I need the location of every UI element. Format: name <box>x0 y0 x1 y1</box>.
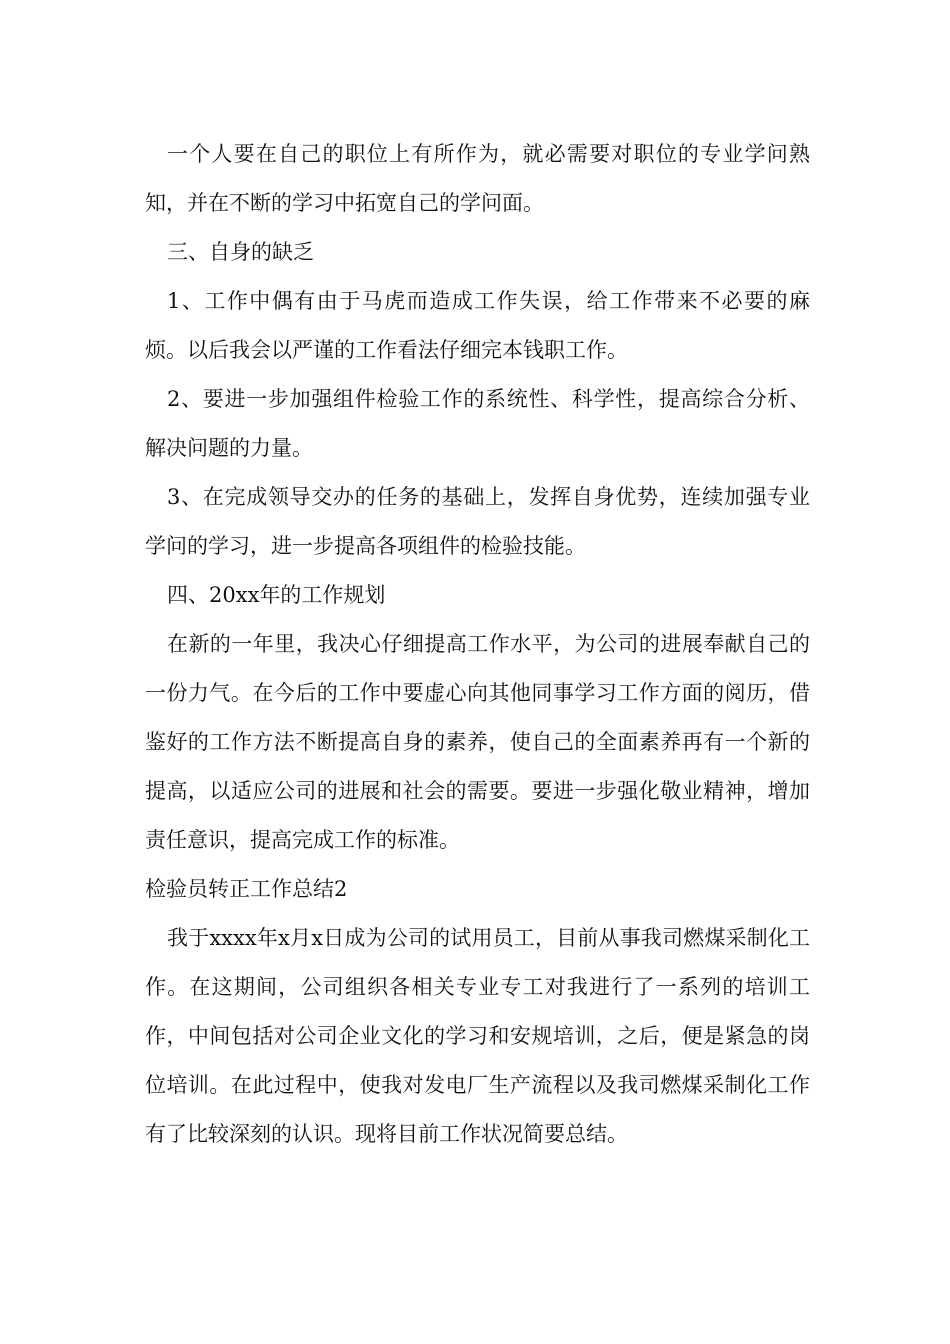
paragraph-shortcoming-2: 2、要进一步加强组件检验工作的系统性、科学性，提高综合分析、解决问题的力量。 <box>145 387 810 460</box>
section-heading-work-plan: 四、20xx年的工作规划 <box>167 583 386 607</box>
document-subtitle-summary-2: 检验员转正工作总结2 <box>145 877 348 901</box>
document-body <box>145 130 810 1159</box>
paragraph-work-plan: 在新的一年里，我决心仔细提高工作水平，为公司的进展奉献自己的一份力气。在今后的工作中要虚心向其他同事学习工作方面的阅历，借鉴好的工作方法不断提高自身的素养，使自己的全面素养再有一个新的提高，以适应公司的进展和社会的需要。要进一步强化敬业精神，增加责任意识，提高完成工作的标准。 <box>145 632 810 852</box>
paragraph-shortcoming-1: 1、工作中偶有由于马虎而造成工作失误，给工作带来不必要的麻烦。以后我会以严谨的工作看法仔细完本钱职工作。 <box>145 289 810 362</box>
paragraph-professional-knowledge: 一个人要在自己的职位上有所作为，就必需要对职位的专业学问熟知，并在不断的学习中拓宽自己的学问面。 <box>145 142 810 215</box>
paragraph-introduction: 我于xxxx年x月x日成为公司的试用员工，目前从事我司燃煤采制化工作。在这期间，公司组织各相关专业专工对我进行了一系列的培训工作，中间包括对公司企业文化的学习和安规培训，之后，便是紧急的岗位培训。在此过程中，使我对发电厂生产流程以及我司燃煤采制化工作有了比较深刻的认识。现将目前工作状况简要总结。 <box>145 926 810 1146</box>
section-heading-shortcomings: 三、自身的缺乏 <box>167 240 314 264</box>
paragraph-shortcoming-3: 3、在完成领导交办的任务的基础上，发挥自身优势，连续加强专业学问的学习，进一步提高各项组件的检验技能。 <box>145 485 810 558</box>
